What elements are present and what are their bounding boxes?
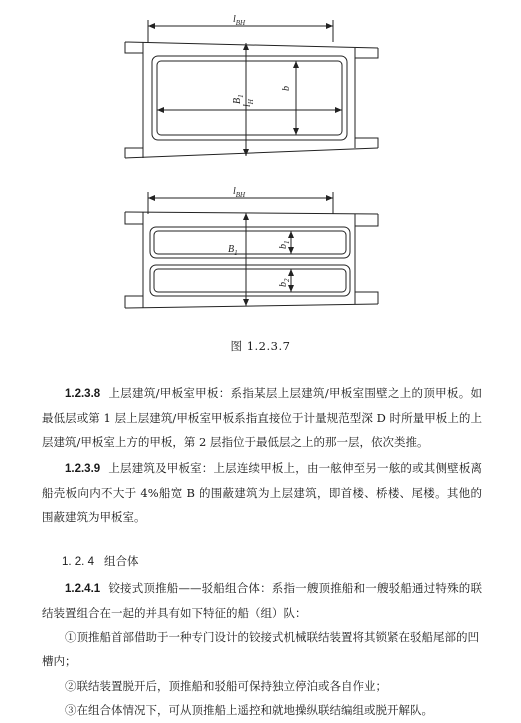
section-number: 1.2.3.9 (65, 463, 101, 475)
lower-figure (125, 192, 378, 308)
label-b-1: $b_1$ (278, 240, 291, 249)
hull-section-diagram (0, 0, 521, 340)
section-number: 1. 2. 4 (62, 556, 94, 568)
paragraph-1239 (42, 456, 482, 529)
paragraph-text: 上层建筑/甲板室甲板：系指某层上层建筑/甲板室围壁之上的顶甲板。如最低层或第 1 层上层建筑/甲板室甲板系指直接位于计量规范型深 D 时所量甲板上的上层建筑/甲板室上方的甲板，第 2 层指位于最低层之上的那一层，依次类推。 (42, 386, 482, 449)
paragraph-text: 铰接式顶推船——驳船组合体：系指一艘顶推船和一艘驳船通过特殊的联结装置组合在一起的并具有如下特征的船（组）队： (42, 581, 482, 620)
section-number: 1.2.3.8 (65, 388, 101, 400)
paragraph-1241 (42, 576, 482, 625)
list-item-1: ①顶推船首部借助于一种专门设计的铰接式机械联结装置将其锁紧在驳船尾部的凹槽内； (42, 630, 479, 668)
section-heading-124 (62, 553, 138, 569)
paragraph-1238 (42, 381, 482, 454)
label-lbh-upper: $l_{BH}$ (233, 14, 246, 27)
label-b1-lower: $B_1$ (228, 244, 238, 257)
upper-figure (125, 20, 378, 158)
label-lh: $l_H$ (242, 99, 255, 107)
list-item-2: ②联结装置脱开后，顶推船和驳船可保持独立停泊或各自作业； (65, 679, 387, 693)
list-item-3: ③在组合体情况下，可从顶推船上遥控和就地操纵联结编组或脱开解队。 (65, 703, 433, 717)
label-b1-upper: $B_1$ (232, 94, 245, 104)
label-b: b (281, 86, 292, 91)
section-title: 组合体 (103, 554, 139, 568)
label-b-2: $b_2$ (278, 278, 291, 287)
label-lbh-lower: $l_{BH}$ (233, 186, 246, 199)
figure-caption: 图 1.2.3.7 (230, 339, 291, 353)
section-number: 1.2.4.1 (65, 583, 101, 595)
paragraph-text: 上层建筑及甲板室：上层连续甲板上，由一舷伸至另一舷的或其侧壁板离船壳板向内不大于 4%船宽 B 的围蔽建筑为上层建筑，即首楼、桥楼、尾楼。其他的围蔽建筑为甲板室。 (42, 461, 482, 524)
